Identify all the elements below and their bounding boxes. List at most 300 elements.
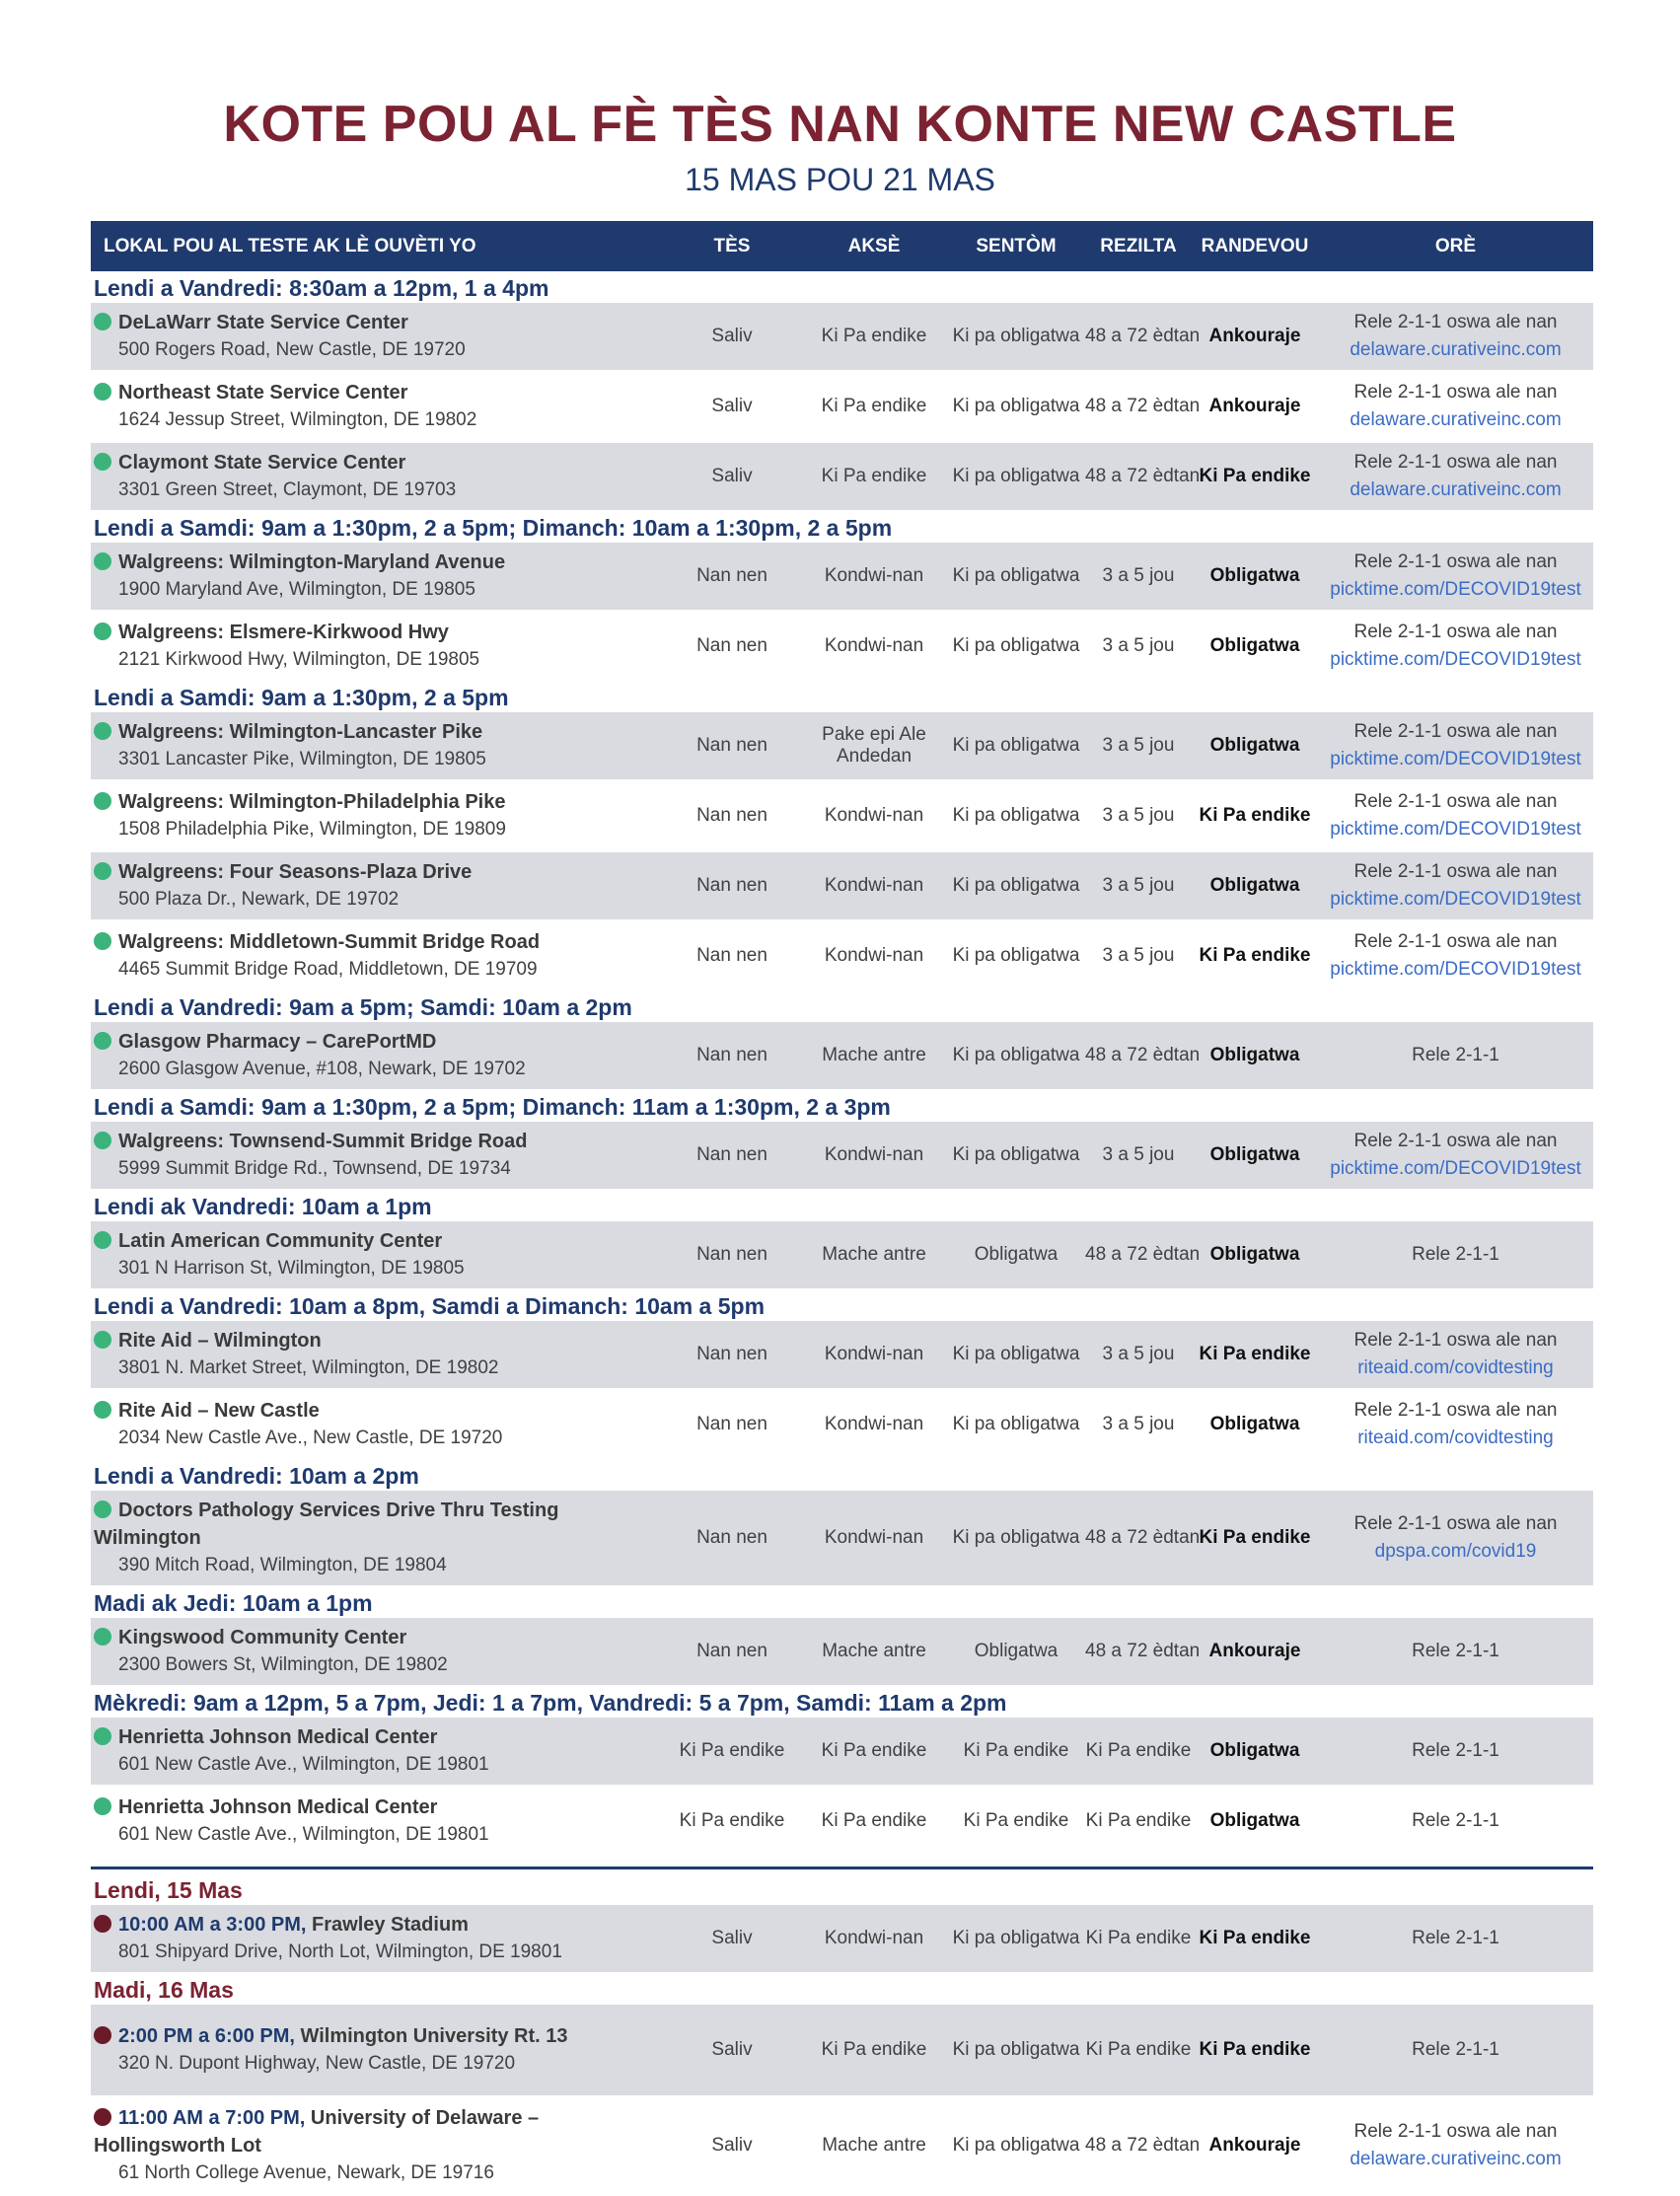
- hours-text: Rele 2-1-1: [1412, 1641, 1499, 1661]
- results-time: 3 a 5 jou: [1102, 1144, 1175, 1165]
- location-cell: [91, 1788, 663, 1855]
- results-time: Ki Pa endike: [1085, 1740, 1192, 1761]
- results-time: 48 a 72 èdtan: [1085, 326, 1201, 346]
- location-name-line: [94, 1327, 663, 1354]
- hours-cell: [1318, 1042, 1593, 1069]
- section-heading: Madi ak Jedi: 10am a 1pm: [94, 1590, 373, 1616]
- hours-text: Rele 2-1-1 oswa ale nan: [1353, 1400, 1558, 1421]
- location-cell: [91, 1718, 663, 1785]
- appointment-requirement: Ki Pa endike: [1199, 805, 1311, 826]
- access-type: Kondwi-nan: [824, 1527, 924, 1548]
- location-cell: [91, 1391, 663, 1458]
- hours-text: Rele 2-1-1 oswa ale nan: [1353, 1330, 1558, 1351]
- test-type: Nan nen: [696, 945, 767, 966]
- results-time: 48 a 72 èdtan: [1085, 466, 1201, 486]
- location-name-line: [94, 2104, 663, 2159]
- green-dot-icon: [94, 1797, 111, 1815]
- location-address: 601 New Castle Ave., Wilmington, DE 19801: [118, 1824, 489, 1845]
- access-type: Mache antre: [822, 1244, 926, 1265]
- appointment-requirement: Obligatwa: [1209, 565, 1300, 586]
- hours-text: Rele 2-1-1: [1412, 1928, 1499, 1948]
- hours-cell: [1318, 2118, 1593, 2173]
- col-header-results: REZILTA: [1100, 235, 1177, 256]
- hours-cell: [1318, 2036, 1593, 2064]
- location-name: Walgreens: Townsend-Summit Bridge Road: [118, 1131, 528, 1152]
- location-name-line: [94, 718, 663, 746]
- access-type: Kondwi-nan: [824, 1144, 924, 1165]
- page-title: KOTE POU AL FÈ TÈS NAN KONTE NEW CASTLE: [223, 96, 1457, 153]
- results-time: 48 a 72 èdtan: [1085, 2135, 1201, 2156]
- green-dot-icon: [94, 862, 111, 880]
- access-type: Kondwi-nan: [824, 805, 924, 826]
- table-row: [91, 712, 1593, 782]
- location-cell: [91, 1022, 663, 1089]
- section-heading: Madi, 16 Mas: [94, 1977, 234, 2003]
- location-name: Walgreens: Wilmington-Lancaster Pike: [118, 721, 483, 743]
- section-heading: Lendi a Vandredi: 9am a 5pm; Samdi: 10am a 2pm: [94, 994, 632, 1020]
- appointment-requirement: Ki Pa endike: [1199, 1928, 1311, 1948]
- symptoms-requirement: Ki pa obligatwa: [952, 1344, 1080, 1364]
- access-type: Ki Pa endike: [821, 1810, 927, 1831]
- location-address: 390 Mitch Road, Wilmington, DE 19804: [118, 1555, 447, 1575]
- results-time: 48 a 72 èdtan: [1085, 396, 1201, 416]
- booking-link[interactable]: delaware.curativeinc.com: [1350, 409, 1562, 430]
- location-address: 320 N. Dupont Highway, New Castle, DE 19720: [118, 2053, 516, 2074]
- section-heading: Lendi a Samdi: 9am a 1:30pm, 2 a 5pm; Dimanch: 11am a 1:30pm, 2 a 3pm: [94, 1094, 891, 1120]
- symptoms-requirement: Ki pa obligatwa: [952, 466, 1080, 486]
- booking-link[interactable]: riteaid.com/covidtesting: [1357, 1357, 1554, 1378]
- booking-link[interactable]: delaware.curativeinc.com: [1350, 339, 1562, 360]
- symptoms-requirement: Ki Pa endike: [963, 1740, 1069, 1761]
- table-row: [91, 1905, 1593, 1975]
- col-header-location: LOKAL POU AL TESTE AK LÈ OUVÈTI YO: [104, 235, 476, 256]
- booking-link[interactable]: picktime.com/DECOVID19test: [1330, 649, 1581, 670]
- hours-cell: [1318, 1638, 1593, 1665]
- location-name-line: [94, 2022, 663, 2050]
- table-row: [91, 2098, 1593, 2196]
- col-header-access: AKSÈ: [847, 235, 901, 256]
- symptoms-requirement: Ki pa obligatwa: [952, 1045, 1080, 1065]
- green-dot-icon: [94, 383, 111, 401]
- hours-text: Rele 2-1-1 oswa ale nan: [1353, 382, 1558, 403]
- location-cell: [91, 1618, 663, 1685]
- location-name-line: [94, 619, 663, 646]
- col-header-symptoms: SENTÒM: [976, 235, 1057, 256]
- location-name-line: [94, 1497, 663, 1552]
- location-name-line: [94, 1128, 663, 1155]
- location-cell: [91, 543, 663, 610]
- event-time: 10:00 AM a 3:00 PM,: [118, 1914, 307, 1936]
- table-row: [91, 613, 1593, 683]
- table-row: [91, 2005, 1593, 2098]
- results-time: 48 a 72 èdtan: [1085, 1527, 1201, 1548]
- access-type: Mache antre: [822, 2135, 926, 2156]
- location-name-line: [94, 1028, 663, 1056]
- location-address: 1900 Maryland Ave, Wilmington, DE 19805: [118, 579, 475, 600]
- location-name: Northeast State Service Center: [118, 382, 408, 403]
- hours-text: Rele 2-1-1: [1412, 1810, 1499, 1831]
- test-type: Nan nen: [696, 1244, 767, 1265]
- col-header-test: TÈS: [713, 235, 751, 256]
- table-row: [91, 852, 1593, 922]
- location-name-line: [94, 309, 663, 336]
- table-row: [91, 1022, 1593, 1092]
- test-type: Saliv: [711, 466, 753, 486]
- symptoms-requirement: Ki pa obligatwa: [952, 2135, 1080, 2156]
- hours-cell: [1318, 1327, 1593, 1382]
- access-type: Pake epi Ale Andedan: [822, 724, 926, 767]
- symptoms-requirement: Ki pa obligatwa: [952, 396, 1080, 416]
- symptoms-requirement: Ki pa obligatwa: [952, 565, 1080, 586]
- access-type: Ki Pa endike: [821, 396, 927, 416]
- test-type: Nan nen: [696, 1641, 767, 1661]
- test-type: Nan nen: [696, 1045, 767, 1065]
- hours-cell: [1318, 1737, 1593, 1765]
- results-time: Ki Pa endike: [1085, 2039, 1192, 2060]
- table-row: [91, 1122, 1593, 1192]
- booking-link[interactable]: riteaid.com/covidtesting: [1357, 1427, 1554, 1448]
- results-time: 3 a 5 jou: [1102, 565, 1175, 586]
- symptoms-requirement: Ki pa obligatwa: [952, 875, 1080, 896]
- table-row: [91, 1618, 1593, 1688]
- hours-cell: [1318, 928, 1593, 984]
- location-name-line: [94, 1624, 663, 1651]
- section-heading: Lendi ak Vandredi: 10am a 1pm: [94, 1194, 432, 1219]
- green-dot-icon: [94, 1628, 111, 1646]
- location-name: Wilmington University Rt. 13: [300, 2025, 568, 2047]
- hours-text: Rele 2-1-1 oswa ale nan: [1353, 551, 1558, 572]
- symptoms-requirement: Ki pa obligatwa: [952, 735, 1080, 756]
- page-subtitle: 15 MAS POU 21 MAS: [685, 162, 995, 197]
- hours-text: Rele 2-1-1 oswa ale nan: [1353, 622, 1558, 642]
- appointment-requirement: Obligatwa: [1209, 635, 1300, 656]
- green-dot-icon: [94, 1032, 111, 1050]
- table-row: [91, 1788, 1593, 1858]
- green-dot-icon: [94, 1401, 111, 1419]
- hours-text: Rele 2-1-1 oswa ale nan: [1353, 312, 1558, 332]
- location-name: Frawley Stadium: [312, 1914, 469, 1936]
- hours-text: Rele 2-1-1 oswa ale nan: [1353, 2121, 1558, 2142]
- green-dot-icon: [94, 622, 111, 640]
- symptoms-requirement: Ki pa obligatwa: [952, 2039, 1080, 2060]
- hours-cell: [1318, 379, 1593, 434]
- location-address: 1624 Jessup Street, Wilmington, DE 19802: [118, 409, 477, 430]
- results-time: 48 a 72 èdtan: [1085, 1641, 1201, 1661]
- hours-cell: [1318, 549, 1593, 604]
- booking-link[interactable]: picktime.com/DECOVID19test: [1330, 889, 1581, 910]
- results-time: 3 a 5 jou: [1102, 735, 1175, 756]
- location-cell: [91, 1491, 663, 1585]
- table-row: [91, 1321, 1593, 1391]
- access-type: Kondwi-nan: [824, 565, 924, 586]
- location-cell: [91, 1122, 663, 1189]
- access-type: Ki Pa endike: [821, 326, 927, 346]
- col-header-hours: ORÈ: [1434, 235, 1477, 256]
- appointment-requirement: Ki Pa endike: [1199, 466, 1311, 486]
- table-row: [91, 443, 1593, 513]
- location-cell: [91, 443, 663, 510]
- symptoms-requirement: Ki Pa endike: [963, 1810, 1069, 1831]
- green-dot-icon: [94, 453, 111, 471]
- hours-text: Rele 2-1-1: [1412, 1740, 1499, 1761]
- access-type: Kondwi-nan: [824, 1344, 924, 1364]
- location-address: 301 N Harrison St, Wilmington, DE 19805: [118, 1258, 465, 1279]
- test-type: Nan nen: [696, 735, 767, 756]
- section-heading: Lendi a Vandredi: 10am a 8pm, Samdi a Dimanch: 10am a 5pm: [94, 1293, 766, 1319]
- maroon-dot-icon: [94, 2026, 111, 2044]
- access-type: Ki Pa endike: [821, 2039, 927, 2060]
- hours-text: Rele 2-1-1 oswa ale nan: [1353, 1131, 1558, 1151]
- location-cell: [91, 782, 663, 849]
- results-time: 3 a 5 jou: [1102, 1414, 1175, 1434]
- test-type: Nan nen: [696, 635, 767, 656]
- hours-cell: [1318, 718, 1593, 773]
- location-address: 2600 Glasgow Avenue, #108, Newark, DE 19702: [118, 1059, 526, 1079]
- symptoms-requirement: Ki pa obligatwa: [952, 1144, 1080, 1165]
- appointment-requirement: Obligatwa: [1209, 875, 1300, 896]
- appointment-requirement: Ki Pa endike: [1199, 2039, 1311, 2060]
- symptoms-requirement: Ki pa obligatwa: [952, 326, 1080, 346]
- location-name-line: [94, 928, 663, 956]
- location-name: Walgreens: Wilmington-Maryland Avenue: [118, 551, 506, 573]
- symptoms-requirement: Ki pa obligatwa: [952, 1414, 1080, 1434]
- results-time: Ki Pa endike: [1085, 1810, 1192, 1831]
- location-name: Rite Aid – New Castle: [118, 1400, 320, 1422]
- test-type: Nan nen: [696, 1144, 767, 1165]
- location-name-line: [94, 1397, 663, 1425]
- section-heading: Lendi a Samdi: 9am a 1:30pm, 2 a 5pm: [94, 685, 509, 710]
- access-type: Ki Pa endike: [821, 466, 927, 486]
- hours-text: Rele 2-1-1 oswa ale nan: [1353, 931, 1558, 952]
- hours-text: Rele 2-1-1 oswa ale nan: [1353, 721, 1558, 742]
- access-type: Ki Pa endike: [821, 1740, 927, 1761]
- event-time: 2:00 PM a 6:00 PM,: [118, 2025, 295, 2047]
- location-address: 1508 Philadelphia Pike, Wilmington, DE 19809: [118, 819, 506, 840]
- test-type: Nan nen: [696, 1527, 767, 1548]
- appointment-requirement: Obligatwa: [1209, 1244, 1300, 1265]
- appointment-requirement: Ankouraje: [1208, 1641, 1301, 1661]
- booking-link[interactable]: delaware.curativeinc.com: [1350, 479, 1562, 500]
- symptoms-requirement: Obligatwa: [974, 1641, 1059, 1661]
- section-heading: Mèkredi: 9am a 12pm, 5 a 7pm, Jedi: 1 a 7pm, Vandredi: 5 a 7pm, Samdi: 11am a 2pm: [94, 1690, 1007, 1716]
- test-type: Saliv: [711, 2135, 753, 2156]
- maroon-dot-icon: [94, 1915, 111, 1933]
- location-address: 5999 Summit Bridge Rd., Townsend, DE 19734: [118, 1158, 511, 1179]
- location-name: University of Delaware – Hollingsworth Lot: [94, 2107, 540, 2157]
- location-name-line: [94, 788, 663, 816]
- location-cell: [91, 1221, 663, 1288]
- location-address: 500 Plaza Dr., Newark, DE 19702: [118, 889, 400, 910]
- access-type: Kondwi-nan: [824, 945, 924, 966]
- booking-link[interactable]: picktime.com/DECOVID19test: [1330, 579, 1581, 600]
- test-type: Saliv: [711, 2039, 753, 2060]
- hours-cell: [1318, 788, 1593, 843]
- appointment-requirement: Obligatwa: [1209, 1740, 1300, 1761]
- test-type: Saliv: [711, 396, 753, 416]
- col-header-appointment: RANDEVOU: [1201, 235, 1309, 256]
- booking-link[interactable]: dpspa.com/covid19: [1374, 1541, 1537, 1562]
- symptoms-requirement: Ki pa obligatwa: [952, 1928, 1080, 1948]
- access-type: Kondwi-nan: [824, 875, 924, 896]
- green-dot-icon: [94, 1132, 111, 1149]
- location-address: 3301 Green Street, Claymont, DE 19703: [118, 479, 457, 500]
- location-address: 500 Rogers Road, New Castle, DE 19720: [118, 339, 466, 360]
- location-cell: [91, 922, 663, 989]
- symptoms-requirement: Ki pa obligatwa: [952, 945, 1080, 966]
- hours-text: Rele 2-1-1 oswa ale nan: [1353, 452, 1558, 473]
- appointment-requirement: Ki Pa endike: [1199, 945, 1311, 966]
- test-type: Nan nen: [696, 1414, 767, 1434]
- booking-link[interactable]: delaware.curativeinc.com: [1350, 2149, 1562, 2169]
- location-name: Claymont State Service Center: [118, 452, 406, 474]
- location-cell: [91, 1321, 663, 1388]
- test-type: Nan nen: [696, 805, 767, 826]
- appointment-requirement: Ki Pa endike: [1199, 1527, 1311, 1548]
- booking-link[interactable]: picktime.com/DECOVID19test: [1330, 749, 1581, 769]
- location-name: Rite Aid – Wilmington: [118, 1330, 322, 1352]
- test-type: Nan nen: [696, 565, 767, 586]
- access-type: Kondwi-nan: [824, 635, 924, 656]
- test-type: Saliv: [711, 1928, 753, 1948]
- booking-link[interactable]: picktime.com/DECOVID19test: [1330, 1158, 1581, 1179]
- appointment-requirement: Ankouraje: [1208, 396, 1301, 416]
- location-cell: [91, 2016, 663, 2084]
- table-row: [91, 373, 1593, 443]
- green-dot-icon: [94, 792, 111, 810]
- event-time: 11:00 AM a 7:00 PM,: [118, 2107, 306, 2129]
- section-heading: Lendi a Samdi: 9am a 1:30pm, 2 a 5pm; Dimanch: 10am a 1:30pm, 2 a 5pm: [94, 515, 893, 541]
- section-divider: [91, 1867, 1593, 1869]
- location-name-line: [94, 1723, 663, 1751]
- location-name-line: [94, 1911, 663, 1939]
- appointment-requirement: Obligatwa: [1209, 1810, 1300, 1831]
- table-header: [91, 221, 1593, 271]
- results-time: 48 a 72 èdtan: [1085, 1244, 1201, 1265]
- green-dot-icon: [94, 313, 111, 330]
- location-name: Glasgow Pharmacy – CarePortMD: [118, 1031, 437, 1053]
- green-dot-icon: [94, 1501, 111, 1518]
- location-name: Henrietta Johnson Medical Center: [118, 1796, 438, 1818]
- location-name: Walgreens: Wilmington-Philadelphia Pike: [118, 791, 506, 813]
- location-name-line: [94, 449, 663, 476]
- green-dot-icon: [94, 1331, 111, 1349]
- hours-text: Rele 2-1-1 oswa ale nan: [1353, 791, 1558, 812]
- location-address: 801 Shipyard Drive, North Lot, Wilmington, DE 19801: [118, 1941, 562, 1962]
- hours-text: Rele 2-1-1 oswa ale nan: [1353, 861, 1558, 882]
- green-dot-icon: [94, 932, 111, 950]
- section-heading: Lendi a Vandredi: 10am a 2pm: [94, 1463, 419, 1489]
- location-name: Walgreens: Four Seasons-Plaza Drive: [118, 861, 473, 883]
- table-row: [91, 1491, 1593, 1588]
- appointment-requirement: Obligatwa: [1209, 1045, 1300, 1065]
- table-row: [91, 922, 1593, 992]
- results-time: Ki Pa endike: [1085, 1928, 1192, 1948]
- results-time: 48 a 72 èdtan: [1085, 1045, 1201, 1065]
- symptoms-requirement: Ki pa obligatwa: [952, 805, 1080, 826]
- hours-cell: [1318, 449, 1593, 504]
- green-dot-icon: [94, 552, 111, 570]
- hours-cell: [1318, 858, 1593, 914]
- location-cell: [91, 712, 663, 779]
- appointment-requirement: Obligatwa: [1209, 1144, 1300, 1165]
- testing-sites-table: [91, 221, 1593, 2196]
- hours-cell: [1318, 1807, 1593, 1835]
- test-type: Nan nen: [696, 875, 767, 896]
- appointment-requirement: Ankouraje: [1208, 326, 1301, 346]
- location-address: 2121 Kirkwood Hwy, Wilmington, DE 19805: [118, 649, 480, 670]
- symptoms-requirement: Ki pa obligatwa: [952, 635, 1080, 656]
- table-row: [91, 1221, 1593, 1291]
- hours-text: Rele 2-1-1 oswa ale nan: [1353, 1513, 1558, 1534]
- results-time: 3 a 5 jou: [1102, 1344, 1175, 1364]
- location-name: Henrietta Johnson Medical Center: [118, 1726, 438, 1748]
- green-dot-icon: [94, 1727, 111, 1745]
- location-name-line: [94, 379, 663, 406]
- symptoms-requirement: Ki pa obligatwa: [952, 1527, 1080, 1548]
- results-time: 3 a 5 jou: [1102, 805, 1175, 826]
- table-row: [91, 303, 1593, 373]
- location-name-line: [94, 1227, 663, 1255]
- booking-link[interactable]: picktime.com/DECOVID19test: [1330, 819, 1581, 840]
- access-type: Mache antre: [822, 1045, 926, 1065]
- location-name: Doctors Pathology Services Drive Thru Testing Wilmington: [94, 1500, 559, 1549]
- location-address: 2034 New Castle Ave., New Castle, DE 19720: [118, 1427, 503, 1448]
- green-dot-icon: [94, 1231, 111, 1249]
- test-type: Nan nen: [696, 1344, 767, 1364]
- table-row: [91, 1391, 1593, 1461]
- location-name: Kingswood Community Center: [118, 1627, 407, 1648]
- table-row: [91, 782, 1593, 852]
- table-row: [91, 543, 1593, 613]
- hours-cell: [1318, 1925, 1593, 1952]
- hours-cell: [1318, 1510, 1593, 1566]
- section-heading: Lendi, 15 Mas: [94, 1877, 243, 1903]
- location-address: 3301 Lancaster Pike, Wilmington, DE 19805: [118, 749, 486, 769]
- results-time: 3 a 5 jou: [1102, 945, 1175, 966]
- access-type: Kondwi-nan: [824, 1414, 924, 1434]
- hours-text: Rele 2-1-1: [1412, 2039, 1499, 2060]
- location-name: Walgreens: Middletown-Summit Bridge Road: [118, 931, 541, 953]
- location-cell: [91, 852, 663, 919]
- location-cell: [91, 303, 663, 370]
- results-time: 3 a 5 jou: [1102, 635, 1175, 656]
- test-type: Ki Pa endike: [679, 1740, 785, 1761]
- location-address: 2300 Bowers St, Wilmington, DE 19802: [118, 1654, 448, 1675]
- hours-cell: [1318, 1397, 1593, 1452]
- appointment-requirement: Obligatwa: [1209, 1414, 1300, 1434]
- location-name: DeLaWarr State Service Center: [118, 312, 408, 333]
- results-time: 3 a 5 jou: [1102, 875, 1175, 896]
- location-name: Latin American Community Center: [118, 1230, 443, 1252]
- test-type: Saliv: [711, 326, 753, 346]
- location-cell: [91, 613, 663, 680]
- appointment-requirement: Ankouraje: [1208, 2135, 1301, 2156]
- booking-link[interactable]: picktime.com/DECOVID19test: [1330, 959, 1581, 980]
- location-name: Walgreens: Elsmere-Kirkwood Hwy: [118, 622, 449, 643]
- location-name-line: [94, 1793, 663, 1821]
- hours-text: Rele 2-1-1: [1412, 1045, 1499, 1065]
- location-cell: [91, 1905, 663, 1972]
- location-cell: [91, 373, 663, 440]
- access-type: Mache antre: [822, 1641, 926, 1661]
- symptoms-requirement: Obligatwa: [974, 1244, 1059, 1265]
- hours-cell: [1318, 309, 1593, 364]
- test-type: Ki Pa endike: [679, 1810, 785, 1831]
- hours-cell: [1318, 1128, 1593, 1183]
- appointment-requirement: Ki Pa endike: [1199, 1344, 1311, 1364]
- hours-cell: [1318, 619, 1593, 674]
- hours-cell: [1318, 1241, 1593, 1269]
